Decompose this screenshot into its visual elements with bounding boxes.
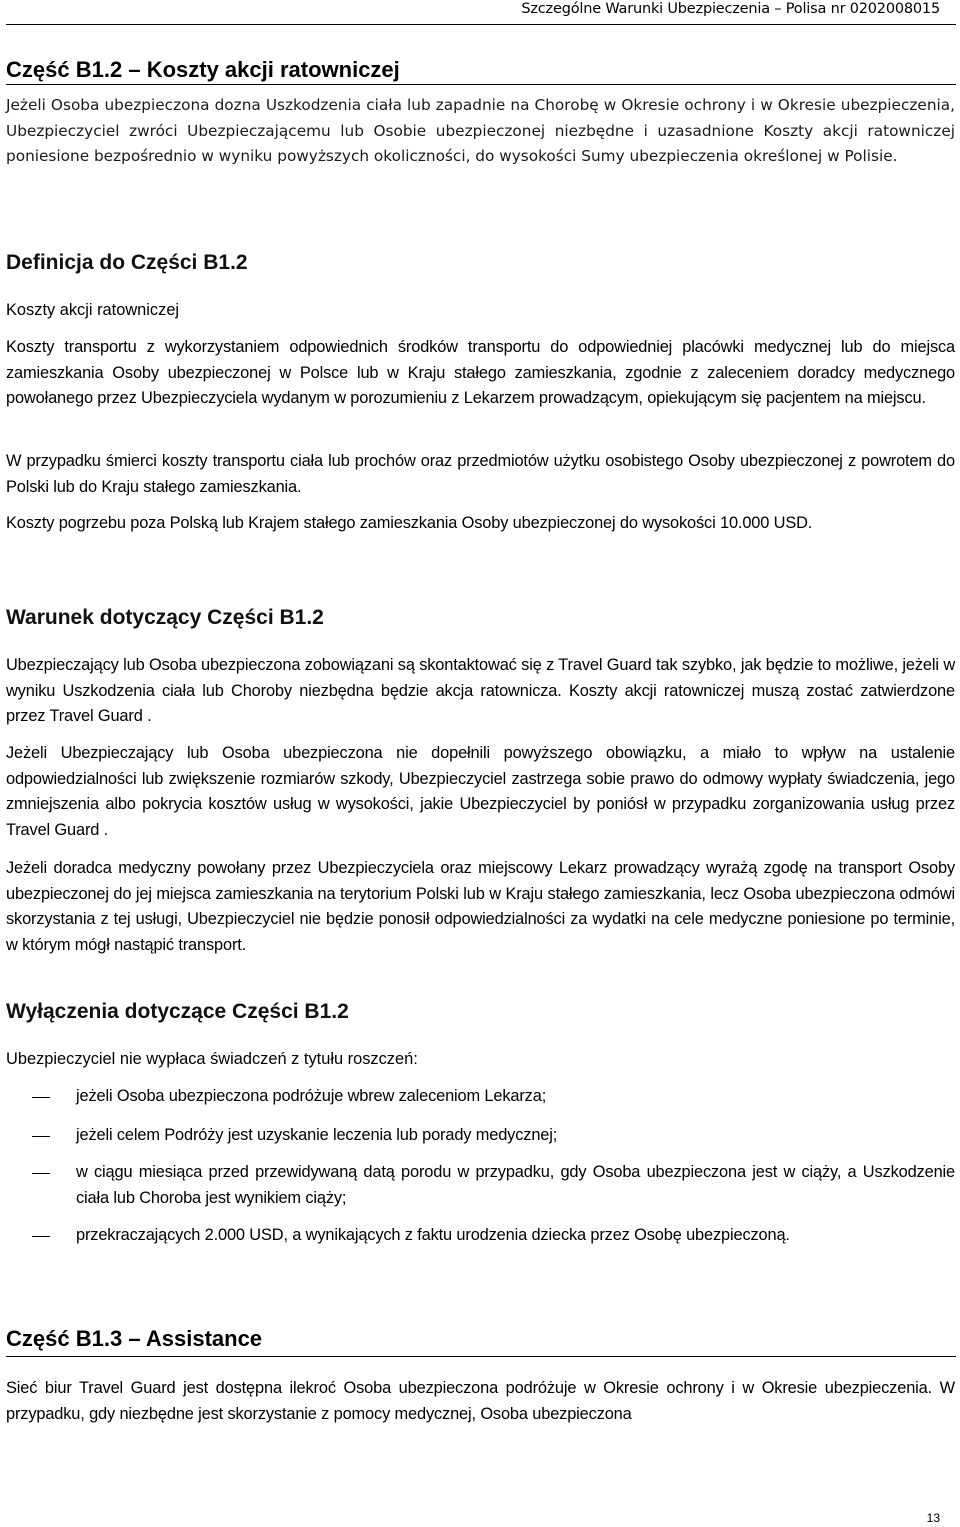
dash-bullet-icon [6,1160,76,1186]
definition-term: Koszty akcji ratowniczej [6,301,180,319]
running-header: Szczególne Warunki Ubezpieczenia – Polisa nr 0202008015 [521,1,940,17]
section-number: Część B1.2 [6,57,123,82]
definition-paragraph-3: Koszty pogrzebu poza Polską lub Krajem stałego zamieszkania Osoby ubezpieczonej do wysokości 10.000 USD. [6,514,813,532]
list-item-text: w ciągu miesiąca przed przewidywaną datą porodu w przypadku, gdy Osoba ubezpieczona jest w ciąży, a Uszkodzenie ciała lub Choroba jest wynikiem ciąży; [76,1163,955,1207]
list-item [6,1160,955,1211]
list-item [6,1223,955,1249]
definition-paragraph-1: Koszty transportu z wykorzystaniem odpowiednich środków transportu do odpowiedniej placówki medycznej lub do miejsca zamieszkania Osoby ubezpieczonej w Polsce lub w Kraju stałego zamieszkania, zgodnie z zaleceniem doradcy medycznego powołanego przez Ubezpieczyciela wydanym w porozumieniu z Lekarzem prowadzącym, opiekującym się pacjentem na miejscu. [6,338,955,407]
list-item-text: jeżeli Osoba ubezpieczona podróżuje wbrew zaleceniom Lekarza; [76,1087,547,1105]
condition-paragraph-1: Ubezpieczający lub Osoba ubezpieczona zobowiązani są skontaktować się z Travel Guard tak szybko, jak będzie to możliwe, jeżeli w wyniku Uszkodzenia ciała lub Choroby niezbędna będzie akcja ratownicza. Koszty akcji ratowniczej muszą zostać zatwierdzone przez Travel Guard . [6,656,955,725]
dash-bullet-icon [6,1223,76,1249]
condition-paragraph-2: Jeżeli Ubezpieczający lub Osoba ubezpieczona nie dopełnili powyższego obowiązku, a miało to wpływ na ustalenie odpowiedzialności lub zwiększenie rozmiarów szkody, Ubezpieczyciel zastrzega sobie prawo do odmowy wypłaty świadczenia, jego zmniejszenia albo pokrycia kosztów usług w wysokości, jakie Ubezpieczyciel by poniósł w przypadku zorganizowania usług przez Travel Guard . [6,744,955,839]
section-title-b12 [6,57,400,83]
list-item [6,1123,955,1149]
header-rule [6,24,956,25]
section-dash: – [128,57,141,82]
page-number: 13 [926,1511,940,1525]
section-name: Koszty akcji ratowniczej [146,57,400,82]
intro-paragraph-b13: Sieć biur Travel Guard jest dostępna ilekroć Osoba ubezpieczona podróżuje w Okresie ochrony i w Okresie ubezpieczenia. W przypadku, gdy niezbędne jest skorzystanie z pomocy medycznej, Osoba ubezpieczona [6,1379,955,1423]
exclusions-lead: Ubezpieczyciel nie wypłaca świadczeń z tytułu roszczeń: [6,1050,418,1068]
intro-paragraph-b12: Jeżeli Osoba ubezpieczona dozna Uszkodzenia ciała lub zapadnie na Chorobę w Okresie ochrony i w Okresie ubezpieczenia, Ubezpieczyciel zwróci Ubezpieczającemu lub Osobie ubezpieczonej niezbędne i uzasadnione Koszty akcji ratowniczej poniesione bezpośrednio w wyniku powyższych okoliczności, do wysokości Sumy ubezpieczenia określonej w Polisie. [6,96,955,165]
dash-bullet-icon [6,1084,76,1110]
list-item-text: przekraczających 2.000 USD, a wynikających z faktu urodzenia dziecka przez Osobę ubezpieczoną. [76,1226,790,1244]
condition-paragraph-3: Jeżeli doradca medyczny powołany przez Ubezpieczyciela oraz miejscowy Lekarz prowadzący wyrażą zgodę na transport Osoby ubezpieczonej do jej miejsca zamieszkania na terytorium Polski lub w Kraju stałego zamieszkania, lecz Osoba ubezpieczona odmówi skorzystania z tej usługi, Ubezpieczyciel nie będzie ponosił odpowiedzialności za wydatki na cele medyczne poniesione po terminie, w którym mógł nastąpić transport. [6,859,955,954]
definition-paragraph-2: W przypadku śmierci koszty transportu ciała lub prochów oraz przedmiotów użytku osobistego Osoby ubezpieczonej z powrotem do Polski lub do Kraju stałego zamieszkania. [6,452,955,496]
list-item [6,1084,955,1110]
section-dash: – [128,1326,141,1351]
section-number: Część B1.3 [6,1326,123,1351]
section-rule-b13 [6,1356,956,1357]
exclusions-heading: Wyłączenia dotyczące Części B1.2 [6,1000,349,1023]
section-rule-b12 [6,84,956,85]
condition-heading: Warunek dotyczący Części B1.2 [6,606,324,629]
dash-bullet-icon [6,1123,76,1149]
section-title-b13 [6,1326,262,1352]
definition-heading: Definicja do Części B1.2 [6,251,248,274]
list-item-text: jeżeli celem Podróży jest uzyskanie leczenia lub porady medycznej; [76,1126,558,1144]
section-name: Assistance [145,1326,263,1351]
